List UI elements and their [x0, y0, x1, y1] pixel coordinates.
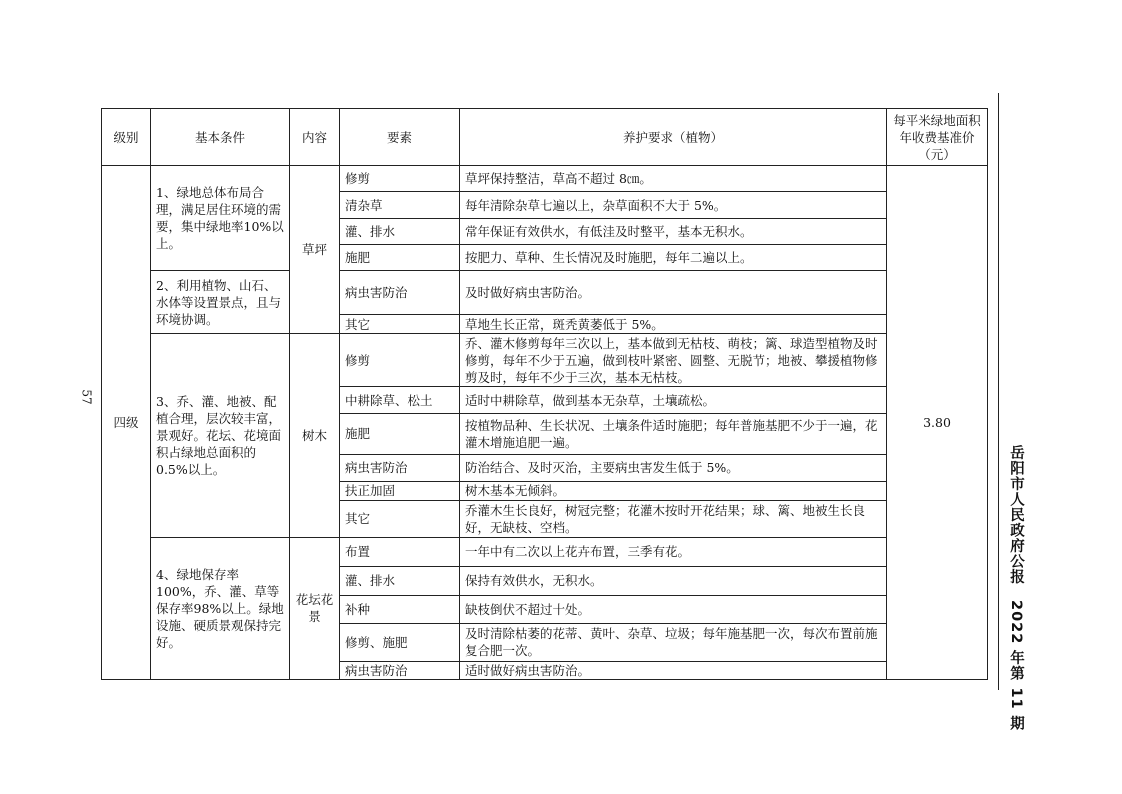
journal-issue: 2022 年第 11 期	[1008, 600, 1024, 732]
condition-3: 3、乔、灌、地被、配植合理，层次较丰富，景观好。花坛、花境面积占绿地总面积的 0.5%以上。	[151, 334, 290, 537]
header-price: 每平米绿地面积年收费基准价（元）	[887, 109, 988, 166]
journal-name: 岳阳市人民政府公报	[1008, 445, 1024, 585]
requirement-cell: 适时做好病虫害防治。	[460, 661, 887, 679]
element-cell: 施肥	[340, 245, 460, 271]
level-cell: 四级	[102, 166, 151, 680]
element-cell: 中耕除草、松土	[340, 387, 460, 414]
element-cell: 病虫害防治	[340, 271, 460, 315]
requirement-cell: 防治结合、及时灭治，主要病虫害发生低于 5%。	[460, 454, 887, 481]
header-conditions: 基本条件	[151, 109, 290, 166]
element-cell: 补种	[340, 595, 460, 623]
element-cell: 修剪	[340, 334, 460, 387]
element-cell: 布置	[340, 537, 460, 566]
requirement-cell: 乔、灌木修剪每年三次以上，基本做到无枯枝、萌枝；篱、球造型植物及时修剪，每年不少于五遍，做到枝叶紧密、圆整、无脱节；地被、攀援植物修剪及时，每年不少于三次，基本无枯枝。	[460, 334, 887, 387]
requirement-cell: 乔灌木生长良好，树冠完整；花灌木按时开花结果；球、篱、地被生长良好，无缺枝、空档。	[460, 500, 887, 537]
header-requirement: 养护要求（植物）	[460, 109, 887, 166]
content-flowerbed: 花坛花景	[290, 537, 340, 679]
element-cell: 扶正加固	[340, 481, 460, 500]
requirement-cell: 每年清除杂草七遍以上，杂草面积不大于 5%。	[460, 192, 887, 219]
header-content: 内容	[290, 109, 340, 166]
requirement-cell: 适时中耕除草，做到基本无杂草，土壤疏松。	[460, 387, 887, 414]
page-number: 57	[79, 389, 94, 405]
header-element: 要素	[340, 109, 460, 166]
element-cell: 其它	[340, 315, 460, 334]
element-cell: 清杂草	[340, 192, 460, 219]
requirement-cell: 常年保证有效供水，有低洼及时整平，基本无积水。	[460, 219, 887, 245]
element-cell: 灌、排水	[340, 566, 460, 595]
element-cell: 施肥	[340, 414, 460, 454]
requirement-cell: 保持有效供水，无积水。	[460, 566, 887, 595]
requirement-cell: 草坪保持整洁，草高不超过 8㎝。	[460, 166, 887, 192]
header-level: 级别	[102, 109, 151, 166]
requirement-cell: 一年中有二次以上花卉布置，三季有花。	[460, 537, 887, 566]
element-cell: 病虫害防治	[340, 661, 460, 679]
requirement-cell: 及时做好病虫害防治。	[460, 271, 887, 315]
element-cell: 病虫害防治	[340, 454, 460, 481]
condition-4: 4、绿地保存率 100%，乔、灌、草等保存率98%以上。绿地设施、硬质景观保持完好。	[151, 537, 290, 679]
condition-1: 1、绿地总体布局合理，满足居住环境的需要，集中绿地率10%以上。	[151, 166, 290, 271]
element-cell: 修剪、施肥	[340, 623, 460, 661]
requirement-cell: 缺枝倒伏不超过十处。	[460, 595, 887, 623]
element-cell: 其它	[340, 500, 460, 537]
requirement-cell: 树木基本无倾斜。	[460, 481, 887, 500]
content-trees: 树木	[290, 334, 340, 537]
requirement-cell: 及时清除枯萎的花蒂、黄叶、杂草、垃圾；每年施基肥一次，每次布置前施复合肥一次。	[460, 623, 887, 661]
margin-rule	[998, 93, 999, 690]
requirement-cell: 按肥力、草种、生长情况及时施肥，每年二遍以上。	[460, 245, 887, 271]
fee-standard-table	[101, 108, 988, 680]
requirement-cell: 草地生长正常，斑秃黄萎低于 5%。	[460, 315, 887, 334]
condition-2: 2、利用植物、山石、水体等设置景点，且与环境协调。	[151, 271, 290, 334]
journal-header	[1006, 445, 1027, 731]
price-cell: 3.80	[887, 166, 988, 680]
content-lawn: 草坪	[290, 166, 340, 334]
element-cell: 修剪	[340, 166, 460, 192]
requirement-cell: 按植物品种、生长状况、土壤条件适时施肥；每年普施基肥不少于一遍，花灌木增施追肥一遍。	[460, 414, 887, 454]
element-cell: 灌、排水	[340, 219, 460, 245]
